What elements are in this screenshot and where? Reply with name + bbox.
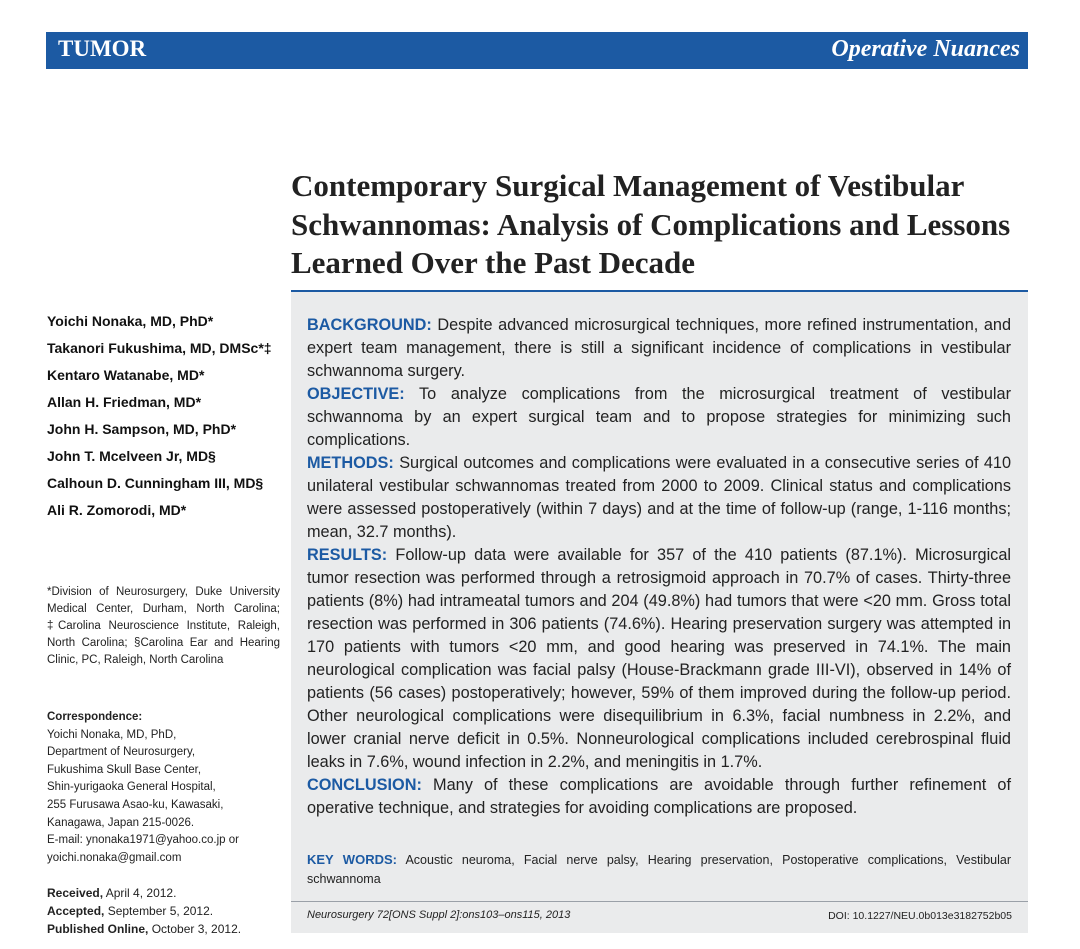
correspondence-block	[47, 709, 287, 867]
author-name: Calhoun D. Cunningham III, MD§	[47, 475, 264, 491]
author-name: Allan H. Friedman, MD*	[47, 394, 202, 410]
abstract-methods: METHODS: Surgical outcomes and complications were evaluated in a consecutive series of 410 unilateral vestibular schwannomas treated from 2000 to 2009. Clinical status and complications were assessed postoperatively (within 7 days) and at the time of follow-up (range, 1-116 months; mean, 32.7 months).	[307, 454, 1011, 541]
article-title: Contemporary Surgical Management of Vestibular Schwannomas: Analysis of Complications and Lessons Learned Over the Past Decade	[291, 168, 1011, 281]
correspondence-line: 255 Furusawa Asao-ku, Kawasaki,	[47, 798, 224, 811]
author-name: John H. Sampson, MD, PhD*	[47, 421, 237, 437]
correspondence-line: Fukushima Skull Base Center,	[47, 763, 202, 776]
correspondence-line: Kanagawa, Japan 215-0026.	[47, 816, 195, 829]
correspondence-line: E-mail: ynonaka1971@yahoo.co.jp or	[47, 834, 239, 847]
doi: DOI: 10.1227/NEU.0b013e3182752b05	[828, 910, 1012, 922]
abstract-box	[291, 290, 1028, 933]
author-list	[47, 311, 292, 527]
correspondence-line: Yoichi Nonaka, MD, PhD,	[47, 728, 177, 741]
keywords: KEY WORDS: Acoustic neuroma, Facial nerve palsy, Hearing preservation, Postoperative complications, Vestibular schwannoma	[307, 852, 1011, 886]
footer-rule	[291, 901, 1028, 902]
journal-citation: Neurosurgery 72[ONS Suppl 2]:ons103–ons115, 2013	[307, 909, 571, 921]
correspondence-line: yoichi.nonaka@gmail.com	[47, 851, 182, 864]
abstract-conclusion: CONCLUSION: Many of these complications are avoidable through further refinement of operative technique, and strategies for avoiding complications are proposed.	[307, 776, 1012, 817]
section-label: TUMOR	[58, 36, 147, 61]
abstract-results: RESULTS: Follow-up data were available for 357 of the 410 patients (87.1%). Microsurgical tumor resection was performed through a retrosigmoid approach in 70.7% of cases. Thirty-three patients (8%) had intrameatal tumors and 204 (49.8%) had tumors that were <20 mm. Gross total resection was performed in 306 patients (74.6%). Hearing preservation surgery was attempted in 170 patients with tumors <20 mm, and good hearing was preserved in 74.1%. The main neurological complication was facial palsy (House-Brackmann grade III-VI), observed in 14% of patients (56 cases) postoperatively; however, 59% of them improved during the follow-up period. Other neurological complications were disequilibrium in 6.3%, facial numbness in 2.2%, and lower cranial nerve deficit in 0.5%. Nonneurological complications included cerebrospinal fluid leaks in 7.6%, wound infection in 2.2%, and meningitis in 1.7%.	[307, 546, 1011, 771]
correspondence-heading: Correspondence:	[47, 711, 143, 723]
affiliations: *Division of Neurosurgery, Duke University Medical Center, Durham, North Carolina; ‡Carolina Neuroscience Institute, Raleigh, North Carolina; §Carolina Ear and Hearing Clinic, PC, Raleigh, North Carolina	[47, 586, 280, 666]
author-name: Ali R. Zomorodi, MD*	[47, 502, 187, 518]
date-received: Received, April 4, 2012.	[47, 886, 177, 900]
series-label: Operative Nuances	[831, 36, 1020, 62]
author-name: Kentaro Watanabe, MD*	[47, 367, 205, 383]
author-name: Yoichi Nonaka, MD, PhD*	[47, 313, 214, 329]
section-banner	[46, 32, 1028, 69]
correspondence-line: Department of Neurosurgery,	[47, 746, 196, 759]
date-accepted: Accepted, September 5, 2012.	[47, 904, 214, 918]
date-published: Published Online, October 3, 2012.	[47, 922, 242, 936]
abstract-body	[307, 314, 1011, 820]
article-dates	[47, 884, 287, 938]
correspondence-line: Shin-yurigaoka General Hospital,	[47, 781, 216, 794]
abstract-objective: OBJECTIVE: To analyze complications from the microsurgical treatment of vestibular schwannoma by an expert surgical team and to propose strategies for minimizing such complications.	[307, 385, 1012, 449]
author-name: John T. Mcelveen Jr, MD§	[47, 448, 216, 464]
abstract-background: BACKGROUND: Despite advanced microsurgical techniques, more refined instrumentation, and expert team management, there is still a significant incidence of complications in vestibular schwannoma surgery.	[307, 316, 1011, 380]
author-name: Takanori Fukushima, MD, DMSc*‡	[47, 340, 272, 356]
